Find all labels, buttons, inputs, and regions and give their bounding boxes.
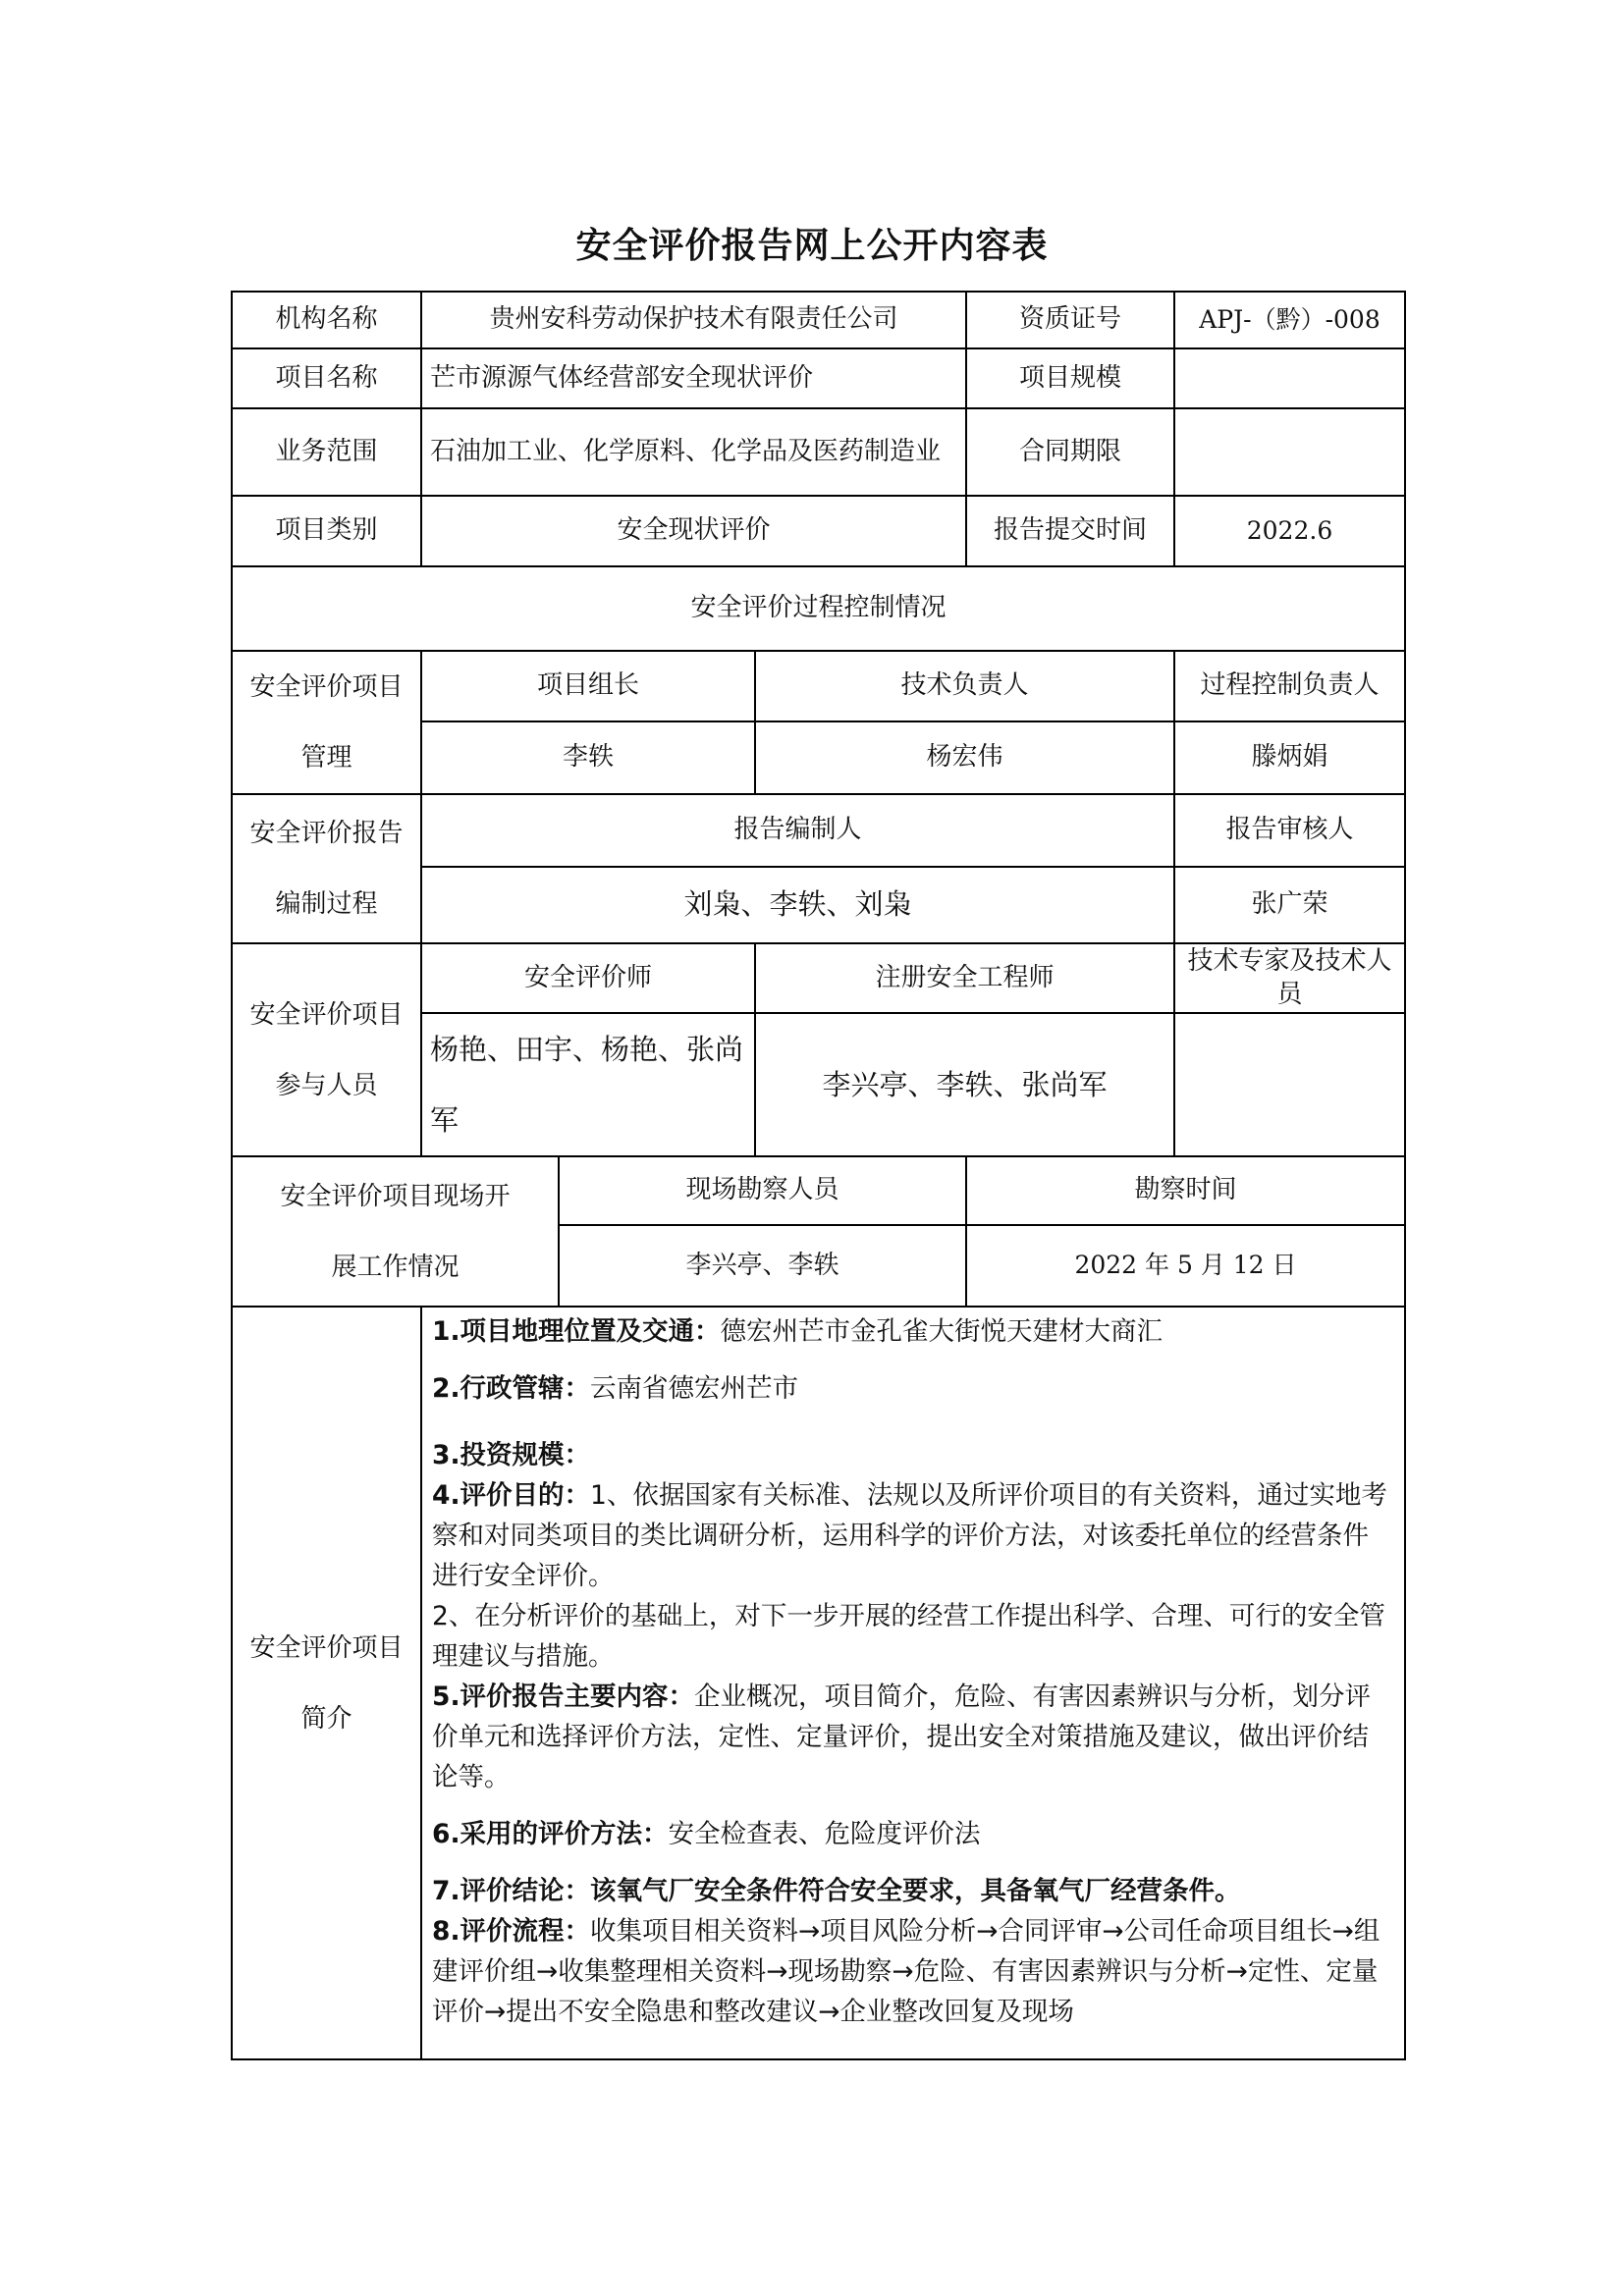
scale-value bbox=[1174, 348, 1405, 408]
scope-label: 业务范围 bbox=[232, 408, 421, 496]
row-compile-headers bbox=[232, 794, 1405, 867]
compile-header-reviewer: 报告审核人 bbox=[1174, 794, 1405, 867]
row-org bbox=[232, 292, 1405, 348]
cert-label: 资质证号 bbox=[966, 292, 1174, 348]
intro-item-methods: 6.采用的评价方法：安全检查表、危险度评价法 bbox=[432, 1819, 981, 1849]
row-staff-headers bbox=[232, 943, 1405, 1013]
row-scope bbox=[232, 408, 1405, 496]
intro-item-purpose: 4.评价目的：1、依据国家有关标准、法规以及所评价项目的有关资料，通过实地考察和对同类项目的类比调研分析，运用科学的评价方法，对该委托单位的经营条件进行安全评价。 bbox=[432, 1480, 1387, 1591]
intro-item-admin: 2.行政管辖：云南省德宏州芒市 bbox=[432, 1373, 799, 1404]
intro-label: 安全评价项目简介 bbox=[232, 1307, 421, 2059]
project-value: 芒市源源气体经营部安全现状评价 bbox=[421, 348, 966, 408]
mgmt-header-control: 过程控制负责人 bbox=[1174, 651, 1405, 721]
intro-item-investment: 3.投资规模： bbox=[432, 1440, 591, 1470]
compile-value-writer: 刘枭、李轶、刘枭 bbox=[421, 867, 1174, 943]
submit-value: 2022.6 bbox=[1174, 496, 1405, 566]
intro-content bbox=[421, 1307, 1405, 2059]
project-label: 项目名称 bbox=[232, 348, 421, 408]
staff-value-expert bbox=[1174, 1013, 1405, 1156]
mgmt-header-leader: 项目组长 bbox=[421, 651, 755, 721]
mgmt-header-tech: 技术负责人 bbox=[755, 651, 1174, 721]
org-value: 贵州安科劳动保护技术有限责任公司 bbox=[421, 292, 966, 348]
scale-label: 项目规模 bbox=[966, 348, 1174, 408]
staff-header-expert: 技术专家及技术人员 bbox=[1174, 943, 1405, 1013]
compile-value-reviewer: 张广荣 bbox=[1174, 867, 1405, 943]
intro-item-location: 1.项目地理位置及交通：德宏州芒市金孔雀大街悦天建材大商汇 bbox=[432, 1316, 1164, 1347]
contract-label: 合同期限 bbox=[966, 408, 1174, 496]
intro-item-contents: 5.评价报告主要内容：企业概况，项目简介，危险、有害因素辨识与分析，划分评价单元和选择评价方法，定性、定量评价，提出安全对策措施及建议，做出评价结论等。 bbox=[432, 1682, 1372, 1792]
row-intro bbox=[232, 1307, 1405, 2059]
intro-item-conclusion: 7.评价结论：该氧气厂安全条件符合安全要求，具备氧气厂经营条件。 bbox=[432, 1876, 1241, 1906]
mgmt-label: 安全评价项目管理 bbox=[232, 651, 421, 794]
scope-value: 石油加工业、化学原料、化学品及医药制造业 bbox=[421, 408, 966, 496]
org-label: 机构名称 bbox=[232, 292, 421, 348]
staff-label: 安全评价项目参与人员 bbox=[232, 943, 421, 1156]
row-project bbox=[232, 348, 1405, 408]
mgmt-value-tech: 杨宏伟 bbox=[755, 721, 1174, 794]
contract-value bbox=[1174, 408, 1405, 496]
intro-item-purpose-2: 2、在分析评价的基础上，对下一步开展的经营工作提出科学、合理、可行的安全管理建议与措施。 bbox=[432, 1601, 1385, 1672]
submit-label: 报告提交时间 bbox=[966, 496, 1174, 566]
mgmt-value-leader: 李轶 bbox=[421, 721, 755, 794]
site-header-time: 勘察时间 bbox=[966, 1156, 1405, 1225]
site-value-time: 2022 年 5 月 12 日 bbox=[966, 1225, 1405, 1307]
page-title: 安全评价报告网上公开内容表 bbox=[575, 226, 1049, 266]
row-category bbox=[232, 496, 1405, 566]
disclosure-table bbox=[231, 291, 1406, 2060]
row-site-headers bbox=[232, 1156, 1405, 1225]
staff-header-engineer: 注册安全工程师 bbox=[755, 943, 1174, 1013]
staff-value-engineer: 李兴亭、李轶、张尚军 bbox=[755, 1013, 1174, 1156]
process-section-title: 安全评价过程控制情况 bbox=[232, 566, 1405, 651]
site-value-staff: 李兴亭、李轶 bbox=[559, 1225, 966, 1307]
site-header-staff: 现场勘察人员 bbox=[559, 1156, 966, 1225]
row-process-title bbox=[232, 566, 1405, 651]
site-label: 安全评价项目现场开展工作情况 bbox=[232, 1156, 559, 1307]
compile-header-writer: 报告编制人 bbox=[421, 794, 1174, 867]
staff-header-evaluator: 安全评价师 bbox=[421, 943, 755, 1013]
staff-value-evaluator: 杨艳、田宇、杨艳、张尚军 bbox=[421, 1013, 755, 1156]
intro-item-flow: 8.评价流程：收集项目相关资料→项目风险分析→合同评审→公司任命项目组长→组建评价组→收集整理相关资料→现场勘察→危险、有害因素辨识与分析→定性、定量评价→提出不安全隐患和整改建议→企业整改回复及现场 bbox=[432, 1916, 1380, 2027]
mgmt-value-control: 滕炳娟 bbox=[1174, 721, 1405, 794]
compile-label: 安全评价报告编制过程 bbox=[232, 794, 421, 943]
category-value: 安全现状评价 bbox=[421, 496, 966, 566]
row-mgmt-headers bbox=[232, 651, 1405, 721]
cert-value: APJ-（黔）-008 bbox=[1174, 292, 1405, 348]
category-label: 项目类别 bbox=[232, 496, 421, 566]
